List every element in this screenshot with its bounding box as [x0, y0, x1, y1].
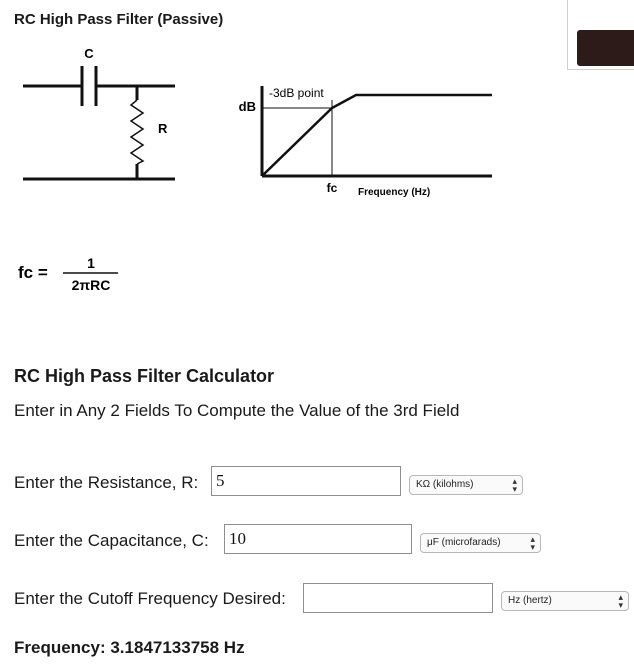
minus-3db-label: -3dB point: [269, 86, 324, 100]
formula-denominator: 2πRC: [71, 277, 111, 293]
frequency-response-graph: [220, 78, 510, 208]
capacitance-input[interactable]: 10: [224, 524, 412, 554]
x-axis-label: Frequency (Hz): [358, 187, 431, 198]
menu-button[interactable]: [577, 30, 634, 66]
resistor-label: R: [158, 121, 168, 136]
frequency-input[interactable]: [303, 583, 493, 613]
resistance-unit-value: KΩ (kilohms): [416, 479, 474, 490]
frequency-unit-select[interactable]: [501, 591, 629, 611]
fc-tick-label: fc: [326, 181, 338, 195]
resistance-label: Enter the Resistance, R:: [14, 473, 199, 492]
formula-numerator: 1: [87, 255, 95, 271]
page-title: RC High Pass Filter (Passive): [14, 11, 224, 28]
resistor-zigzag: [131, 100, 143, 164]
frequency-label: Enter the Cutoff Frequency Desired:: [14, 589, 286, 608]
formula-lhs: fc =: [18, 263, 48, 282]
response-curve: [262, 95, 492, 176]
calculator-title: RC High Pass Filter Calculator: [14, 366, 275, 386]
resistance-input[interactable]: 5: [211, 466, 401, 496]
capacitance-unit-value: μF (microfarads): [427, 537, 501, 548]
circuit-diagram: [0, 40, 200, 190]
frequency-unit-value: Hz (hertz): [508, 595, 552, 606]
frequency-result: Frequency: 3.1847133758 Hz: [14, 638, 245, 657]
capacitance-label: Enter the Capacitance, C:: [14, 531, 209, 550]
select-arrows-icon: ▴ ▾: [618, 592, 623, 610]
select-arrows-icon: ▴ ▾: [512, 476, 517, 494]
capacitance-unit-select[interactable]: [420, 533, 541, 553]
resistance-unit-select[interactable]: [409, 475, 523, 495]
capacitor-label: C: [84, 46, 94, 61]
cutoff-formula: [18, 253, 128, 298]
db-axis-label: dB: [238, 99, 256, 114]
calculator-subtitle: Enter in Any 2 Fields To Compute the Value of the 3rd Field: [14, 401, 460, 420]
select-arrows-icon: ▴ ▾: [530, 534, 535, 552]
